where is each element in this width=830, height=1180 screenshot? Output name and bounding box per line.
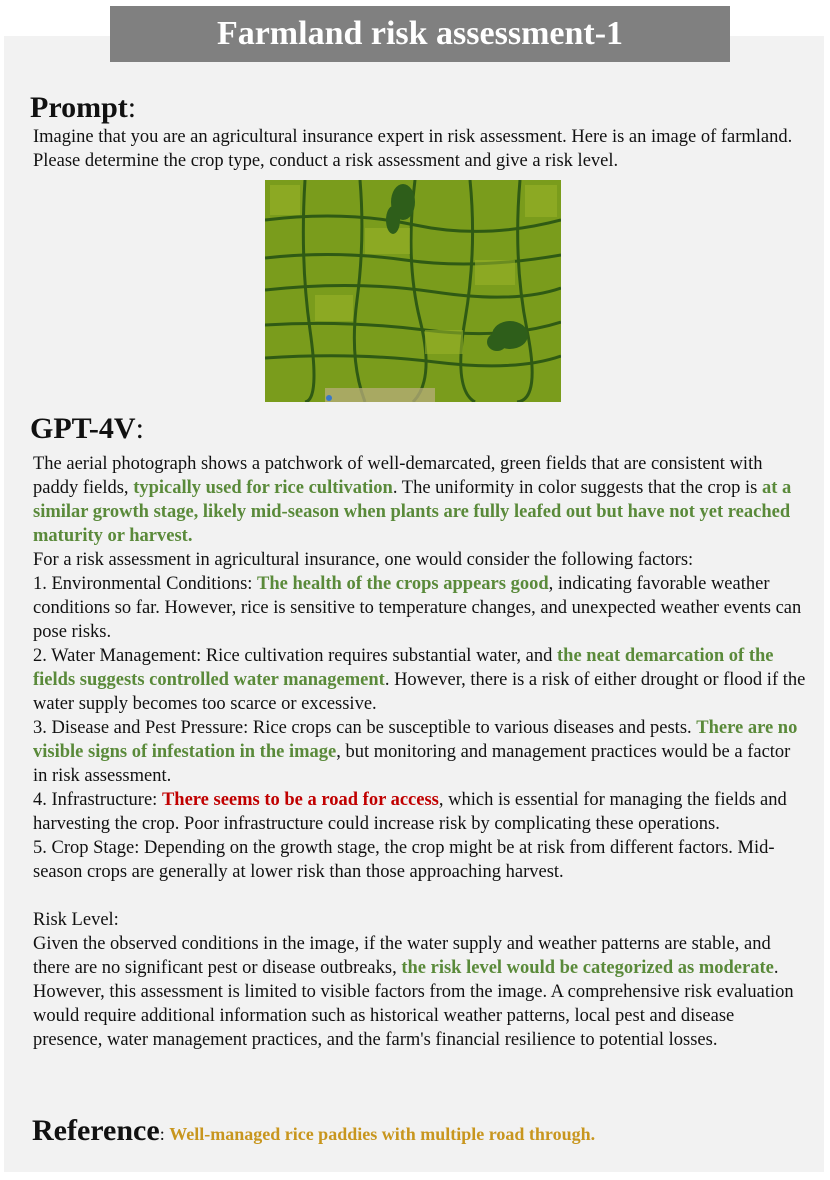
factor-item-4 — [33, 788, 808, 836]
text-span: 2. Water Management: Rice cultivation requires substantial water, and — [33, 646, 557, 666]
prompt-text — [33, 125, 808, 173]
highlight-green: The health of the crops appears good — [257, 574, 549, 594]
reference-heading: Reference — [32, 1114, 160, 1147]
response-body — [33, 452, 808, 1052]
text-span: . However, this assessment is limited to visible factors from the image. A comprehensive risk evaluation would require additional information such as historical weather patterns, local pest and disease presence, water management practices, and the farm's financial resilience to potential losses. — [33, 958, 794, 1050]
response-paragraph-1 — [33, 452, 808, 548]
text-span: Given the observed conditions in the image, if the water supply and weather patterns are stable, and there are no significant pest or disease outbreaks, — [33, 934, 771, 978]
highlight-green: typically used for rice cultivation — [133, 478, 393, 498]
highlight-red: There seems to be a road for access — [161, 790, 439, 810]
prompt-heading — [30, 90, 136, 126]
prompt-heading-label: Prompt — [30, 91, 128, 124]
risk-level-label: Risk Level: — [33, 910, 119, 930]
text-span: 1. Environmental Conditions: — [33, 574, 258, 594]
reference-line — [32, 1113, 595, 1152]
text-span: , but monitoring and management practices would be a factor in risk assessment. — [33, 742, 791, 786]
text-span: 3. Disease and Pest Pressure: Rice crops can be susceptible to various diseases and pests. — [33, 718, 697, 738]
highlight-green: the neat demarcation of the fields suggests controlled water management — [33, 646, 774, 690]
prompt-heading-colon: : — [127, 91, 137, 124]
farmland-aerial-image — [265, 180, 561, 402]
response-heading — [30, 411, 144, 447]
factor-item-5: 5. Crop Stage: Depending on the growth stage, the crop might be at risk from different factors. Mid-season crops are generally at lower risk than those approaching harvest. — [33, 838, 775, 882]
text-span: , which is essential for managing the fields and harvesting the crop. Poor infrastructure could increase risk by complicating these operations. — [33, 790, 787, 834]
text-span: The aerial photograph shows a patchwork of well-demarcated, green fields that are consistent with paddy fields, — [33, 454, 763, 498]
highlight-green: There are no visible signs of infestation in the image — [33, 718, 798, 762]
reference-colon: : — [159, 1124, 170, 1144]
response-heading-colon: : — [135, 412, 144, 445]
factor-item-1 — [33, 572, 808, 644]
text-span: . The uniformity in color suggests that the crop is — [392, 478, 762, 498]
text-span: , indicating favorable weather conditions so far. However, rice is sensitive to temperature changes, and unexpected weather events can pose risks. — [33, 574, 802, 642]
prompt-paragraph: Imagine that you are an agricultural insurance expert in risk assessment. Here is an image of farmland. Please determine the crop type, conduct a risk assessment and give a risk level. — [33, 127, 793, 171]
highlight-green: at a similar growth stage, likely mid-season when plants are fully leafed out but have not yet reached maturity or harvest. — [33, 478, 792, 546]
factor-item-3 — [33, 716, 808, 788]
response-paragraph-2: For a risk assessment in agricultural insurance, one would consider the following factors: — [33, 550, 694, 570]
factor-item-2 — [33, 644, 808, 716]
response-heading-label: GPT-4V — [30, 412, 136, 445]
text-span: 4. Infrastructure: — [33, 790, 162, 810]
reference-text: Well-managed rice paddies with multiple road through. — [169, 1124, 596, 1144]
highlight-green: the risk level would be categorized as moderate — [401, 958, 774, 978]
text-span: . However, there is a risk of either drought or flood if the water supply becomes too scarce or excessive. — [33, 670, 806, 714]
page-title: Farmland risk assessment-1 — [110, 6, 730, 62]
risk-level-paragraph — [33, 932, 808, 1052]
